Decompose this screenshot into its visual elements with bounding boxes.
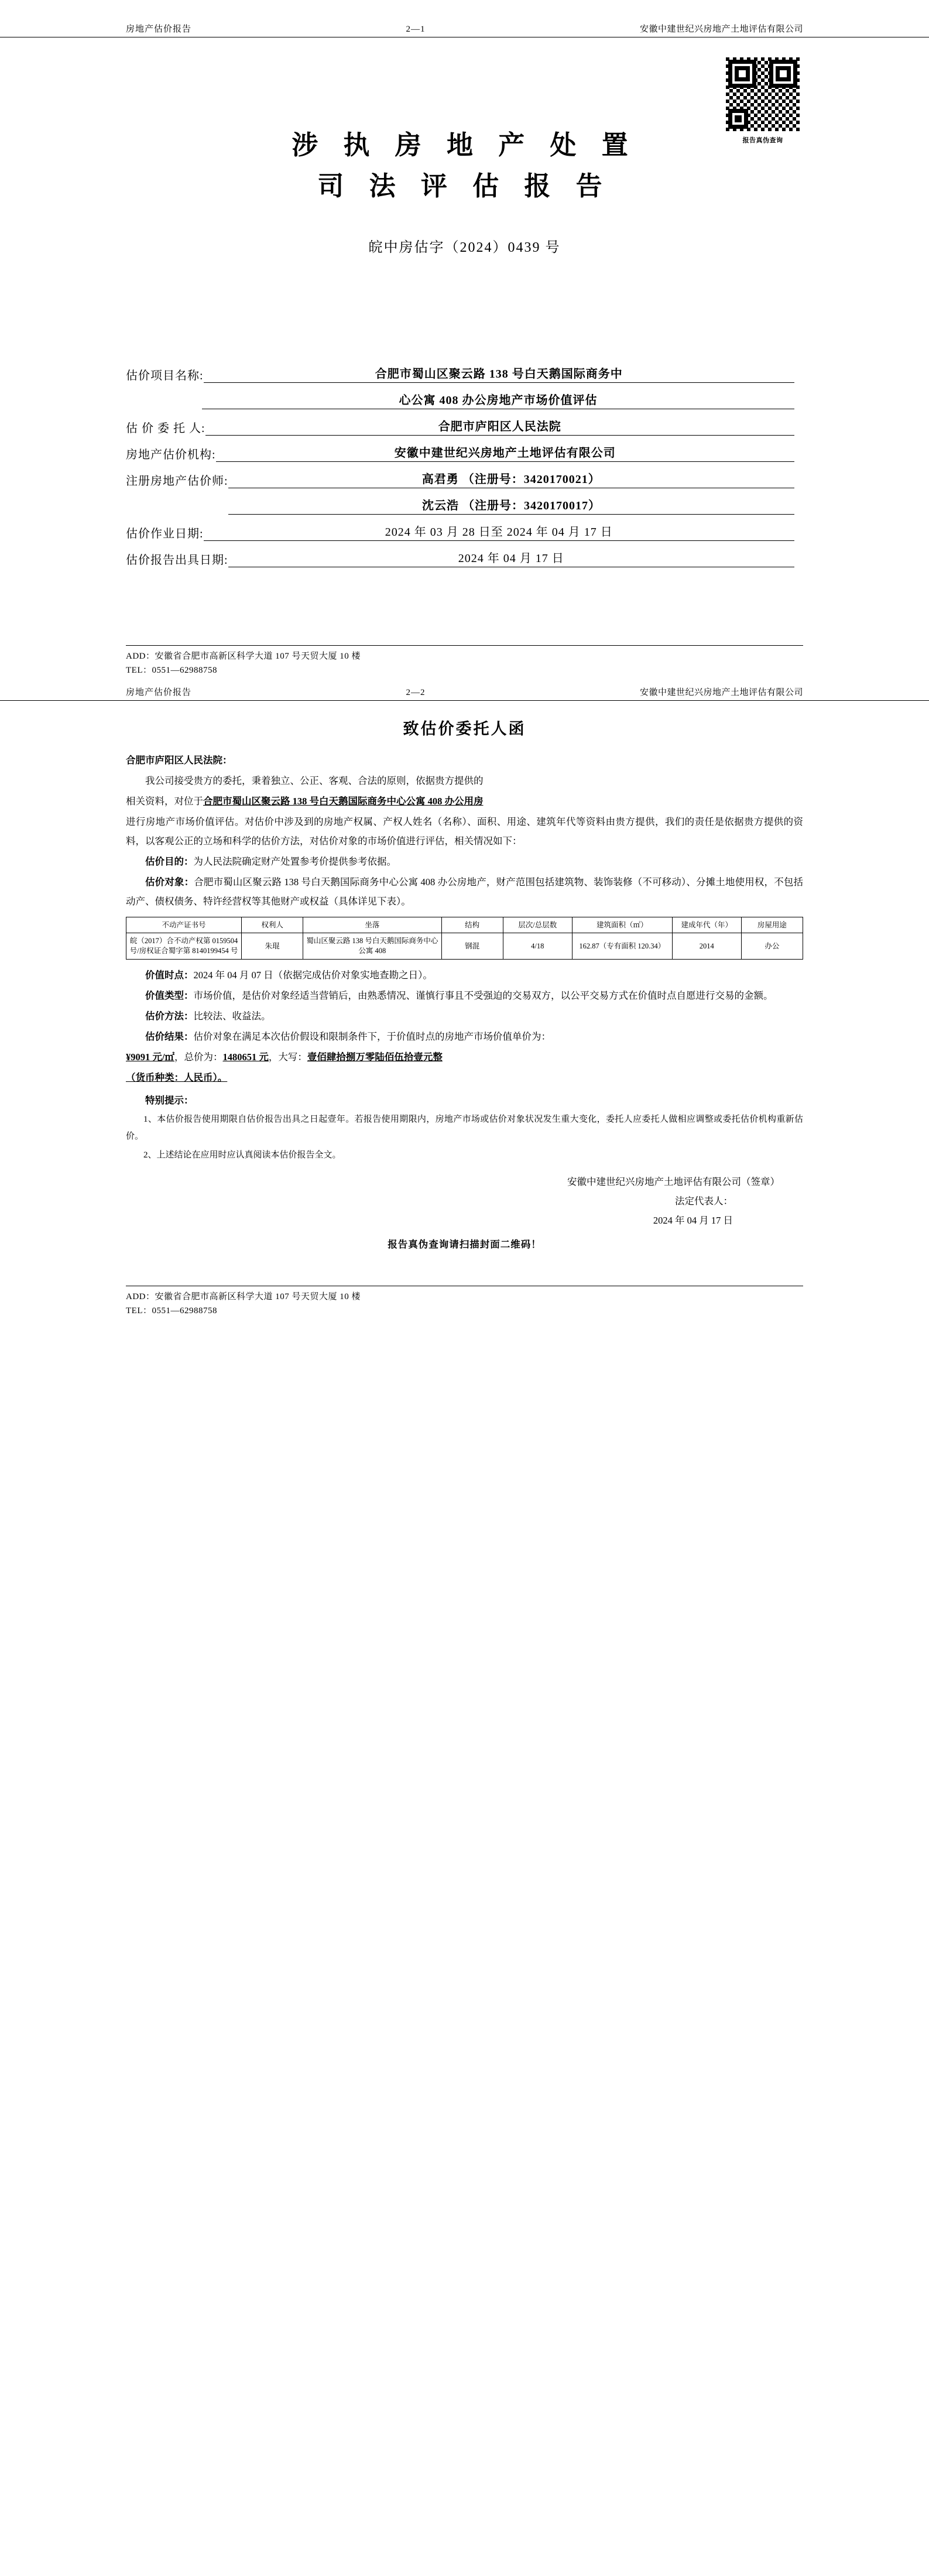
company-signature: 安徽中建世纪兴房地产土地评估有限公司（签章） xyxy=(567,1176,780,1187)
footer-page2 xyxy=(126,1286,803,1318)
value-date-text: 2024 年 04 月 07 日（依据完成估价对象实地查勘之日）。 xyxy=(193,970,433,981)
td-area: 162.87（专有面积 120.34） xyxy=(572,933,672,960)
letter-salutation: 合肥市庐阳区人民法院： xyxy=(126,754,232,766)
running-header-right: 安徽中建世纪兴房地产土地评估有限公司 xyxy=(639,25,803,34)
letter-paragraph-1 xyxy=(126,771,803,790)
footer-tel: TEL：0551—62988758 xyxy=(126,665,217,675)
special-notice-label: 特别提示： xyxy=(145,1095,194,1107)
object-label: 估价对象： xyxy=(145,876,194,888)
purpose-label: 估价目的： xyxy=(145,855,194,867)
result-total-price: 1480651 元 xyxy=(222,1051,269,1063)
letter-p1-c: 进行房地产市场价值评估。对估价中涉及到的房地产权属、产权人姓名（名称）、面积、用途、建筑年代等资料由贵方提供，我们的责任是依据贵方提供的资料，以客观公正的立场和科学的估价方法，对估价对象的市场价值进行评估，相关情况如下： xyxy=(126,816,803,847)
letter-page xyxy=(0,686,929,1318)
field-project-name-label: 估价项目名称: xyxy=(126,369,204,382)
field-issue-date xyxy=(126,549,794,567)
letter-p1-underline: 合肥市蜀山区聚云路 138 号白天鹅国际商务中心公寓 408 办公用房 xyxy=(203,795,484,807)
qr-caption: 报告真伪查询 xyxy=(742,137,783,144)
letter-body xyxy=(126,751,803,1254)
th-year: 建成年代（年） xyxy=(672,917,741,933)
special-notice-item-2: 2、上述结论在应用时应认真阅读本估价报告全文。 xyxy=(143,1150,341,1160)
property-table xyxy=(126,917,803,960)
result-text-a: 估价对象在满足本次估价假设和限制条件下，于价值时点的房地产市场价值单价为： xyxy=(193,1031,551,1043)
field-work-date-value: 2024 年 03 月 28 日至 2024 年 04 月 17 日 xyxy=(204,522,794,541)
running-header-page-number: 2—1 xyxy=(406,25,426,34)
value-type-label: 价值类型： xyxy=(145,990,194,1002)
signature-block xyxy=(126,1172,803,1254)
field-client-value: 合肥市庐阳区人民法院 xyxy=(205,417,794,436)
running-header-page-number-2: 2—2 xyxy=(406,687,426,697)
letter-result-values xyxy=(126,1047,803,1067)
letter-result-currency xyxy=(126,1068,803,1087)
letter-title: 致估价委托人函 xyxy=(403,720,526,738)
purpose-text: 为人民法院确定财产处置参考价提供参考依据。 xyxy=(193,855,396,867)
letter-result xyxy=(126,1027,803,1046)
field-appraisal-firm-label: 房地产估价机构: xyxy=(126,448,216,461)
running-header-page1 xyxy=(0,22,929,37)
legal-representative: 法定代表人： xyxy=(675,1195,733,1207)
letter-method xyxy=(126,1006,803,1026)
result-unit-price: ¥9091 元/㎡ xyxy=(126,1051,174,1063)
value-date-label: 价值时点： xyxy=(145,970,194,981)
qr-verify-notice: 报告真伪查询请扫描封面二维码！ xyxy=(388,1238,541,1250)
field-appraisal-firm-value: 安徽中建世纪兴房地产土地评估有限公司 xyxy=(216,443,794,462)
th-location: 坐落 xyxy=(303,917,441,933)
th-cert: 不动产证书号 xyxy=(126,917,242,933)
field-appraiser-2: 沈云浩 （注册号：3420170017） xyxy=(228,496,794,515)
th-owner: 权利人 xyxy=(242,917,303,933)
running-header-left: 房地产估价报告 xyxy=(126,25,192,34)
result-capital-amount-cont: （货币种类：人民币）。 xyxy=(126,1072,228,1084)
footer-tel-2: TEL：0551—62988758 xyxy=(126,1306,217,1316)
object-text: 合肥市蜀山区聚云路 138 号白天鹅国际商务中心公寓 408 办公房地产，财产范围包括建筑物、装饰装修（不可移动）、分摊土地使用权，不包括动产、债权债务、特许经营权等其他财产或权益（具体详见下表）。 xyxy=(126,876,804,907)
result-text-c: ，大写： xyxy=(268,1051,307,1063)
field-work-date-label: 估价作业日期: xyxy=(126,527,204,540)
result-text-b: ，总价为： xyxy=(174,1051,223,1063)
field-project-name-value: 合肥市蜀山区聚云路 138 号白天鹅国际商务中 xyxy=(204,364,794,383)
signature-date: 2024 年 04 月 17 日 xyxy=(653,1214,733,1226)
td-floor: 4/18 xyxy=(503,933,572,960)
report-code: 皖中房估字（2024）0439 号 xyxy=(368,239,561,255)
field-appraisal-firm xyxy=(126,443,794,462)
field-issue-date-label: 估价报告出具日期: xyxy=(126,553,228,567)
special-notice-list xyxy=(126,1111,803,1164)
field-appraiser-1: 高君勇 （注册号：3420170021） xyxy=(228,470,794,488)
field-appraisers-label: 注册房地产估价师: xyxy=(126,474,228,488)
footer-address: ADD：安徽省合肥市高新区科学大道 107 号天贸大厦 10 楼 xyxy=(126,651,361,661)
td-owner: 朱琨 xyxy=(242,933,303,960)
cover-fields xyxy=(126,364,794,567)
footer-address-2: ADD：安徽省合肥市高新区科学大道 107 号天贸大厦 10 楼 xyxy=(126,1292,361,1301)
td-location: 蜀山区聚云路 138 号白天鹅国际商务中心公寓 408 xyxy=(303,933,441,960)
th-area: 建筑面积（㎡） xyxy=(572,917,672,933)
th-use: 房屋用途 xyxy=(741,917,803,933)
qr-block xyxy=(724,56,801,145)
td-year: 2014 xyxy=(672,933,741,960)
letter-value-date xyxy=(126,965,803,985)
running-header-left-2: 房地产估价报告 xyxy=(126,687,192,697)
letter-value-type xyxy=(126,986,803,1005)
field-client-label: 估 价 委 托 人: xyxy=(126,422,205,435)
result-label: 估价结果： xyxy=(145,1031,194,1043)
cover-title-line1: 涉 执 房 地 产 处 置 xyxy=(292,131,637,160)
result-capital-amount: 壹佰肆拾捌万零陆佰伍拾壹元整 xyxy=(307,1051,443,1063)
letter-p1-b: 相关资料，对位于 xyxy=(126,795,203,807)
running-header-page2 xyxy=(0,686,929,701)
field-appraisers xyxy=(126,470,794,488)
field-project-name xyxy=(126,364,794,383)
value-type-text: 市场价值，是估价对象经适当营销后，由熟悉情况、谨慎行事且不受强迫的交易双方，以公平交易方式在价值时点自愿进行交易的金额。 xyxy=(193,990,773,1002)
table-row xyxy=(126,933,803,960)
cover-page xyxy=(0,0,929,677)
letter-paragraph-1c xyxy=(126,812,803,851)
letter-object xyxy=(126,872,803,911)
th-floor: 层次/总层数 xyxy=(503,917,572,933)
special-notice-item-1: 1、本估价报告使用期限自估价报告出具之日起壹年。若报告使用期限内，房地产市场或估价对象状况发生重大变化，委托人应委托人做相应调整或委托估价机构重新估价。 xyxy=(126,1115,803,1142)
running-header-right-2: 安徽中建世纪兴房地产土地评估有限公司 xyxy=(639,687,803,697)
cover-title-line2: 司 法 评 估 报 告 xyxy=(317,171,612,201)
field-issue-date-value: 2024 年 04 月 17 日 xyxy=(228,549,794,567)
method-label: 估价方法： xyxy=(145,1010,194,1022)
table-header-row xyxy=(126,917,803,933)
field-project-name-value-cont: 心公寓 408 办公房地产市场价值评估 xyxy=(202,390,794,409)
field-client xyxy=(126,417,794,436)
field-appraiser-2-row xyxy=(126,496,794,515)
method-text: 比较法、收益法。 xyxy=(193,1010,271,1022)
letter-p1-a: 我公司接受贵方的委托，秉着独立、公正、客观、合法的原则，依据贵方提供的 xyxy=(145,775,484,786)
td-use: 办公 xyxy=(741,933,803,960)
td-cert: 皖（2017）合不动产权第 0159504 号/房权证合蜀字第 8140199454 号 xyxy=(126,933,242,960)
field-work-date xyxy=(126,522,794,541)
letter-purpose xyxy=(126,852,803,871)
letter-paragraph-1b xyxy=(126,792,803,811)
footer-page1 xyxy=(126,645,803,677)
qr-code-icon[interactable] xyxy=(724,56,801,133)
td-structure: 钢混 xyxy=(441,933,503,960)
th-structure: 结构 xyxy=(441,917,503,933)
